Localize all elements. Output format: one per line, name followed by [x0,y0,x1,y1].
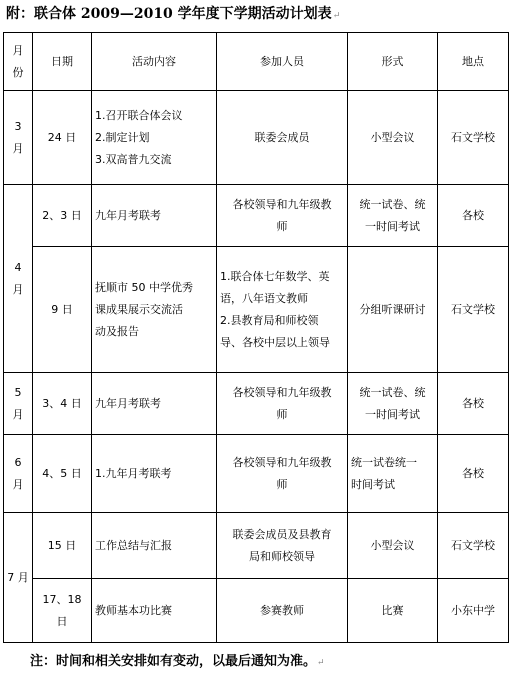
table-row [4,579,509,643]
header-place: 地点 [438,33,509,91]
table-row [4,247,509,373]
month-cell: 3 月 [4,91,33,185]
month-cell: 6 月 [4,435,33,513]
page-title: 附：联合体 2009—2010 学年度下学期活动计划表↵ [6,6,341,22]
people-cell: 各校领导和九年级教 师 [217,435,348,513]
activity-plan-table [3,32,509,643]
form-cell: 统一试卷、统 一时间考试 [348,373,438,435]
date-cell: 3、4 日 [33,373,92,435]
header-month: 月 份 [4,33,33,91]
month-cell: 5 月 [4,373,33,435]
date-cell: 4、5 日 [33,435,92,513]
people-cell: 联委会成员及县教育 局和师校领导 [217,513,348,579]
content-cell: 教师基本功比赛 [92,579,217,643]
date-cell: 15 日 [33,513,92,579]
header-date: 日期 [33,33,92,91]
people-cell: 联委会成员 [217,91,348,185]
date-cell: 17、18 日 [33,579,92,643]
table-row [4,513,509,579]
date-cell: 24 日 [33,91,92,185]
table-row [4,435,509,513]
month-cell: 7 月 [4,513,33,643]
table-row [4,185,509,247]
footnote: 注：时间和相关安排如有变动，以最后通知为准。↵ [30,654,325,669]
form-cell: 统一试卷统一 时间考试 [348,435,438,513]
table-header-row [4,33,509,91]
date-cell: 9 日 [33,247,92,373]
content-cell: 工作总结与汇报 [92,513,217,579]
form-cell: 小型会议 [348,91,438,185]
content-cell: 九年月考联考 [92,185,217,247]
content-cell: 抚顺市 50 中学优秀 课成果展示交流活 动及报告 [92,247,217,373]
place-cell: 石文学校 [438,513,509,579]
place-cell: 各校 [438,185,509,247]
place-cell: 石文学校 [438,247,509,373]
place-cell: 各校 [438,373,509,435]
people-cell: 各校领导和九年级教 师 [217,185,348,247]
place-cell: 石文学校 [438,91,509,185]
people-cell: 1.联合体七年数学、英 语，八年语文教师 2.县教育局和师校领 导、各校中层以上领导 [217,247,348,373]
header-people: 参加人员 [217,33,348,91]
table-row [4,373,509,435]
content-cell: 1.九年月考联考 [92,435,217,513]
form-cell: 比赛 [348,579,438,643]
place-cell: 各校 [438,435,509,513]
place-cell: 小东中学 [438,579,509,643]
month-cell: 4 月 [4,185,33,373]
content-cell: 九年月考联考 [92,373,217,435]
form-cell: 小型会议 [348,513,438,579]
header-content: 活动内容 [92,33,217,91]
people-cell: 参赛教师 [217,579,348,643]
table-row [4,91,509,185]
form-cell: 分组听课研讨 [348,247,438,373]
content-cell: 1.召开联合体会议 2.制定计划 3.双高普九交流 [92,91,217,185]
header-form: 形式 [348,33,438,91]
form-cell: 统一试卷、统 一时间考试 [348,185,438,247]
date-cell: 2、3 日 [33,185,92,247]
people-cell: 各校领导和九年级教 师 [217,373,348,435]
